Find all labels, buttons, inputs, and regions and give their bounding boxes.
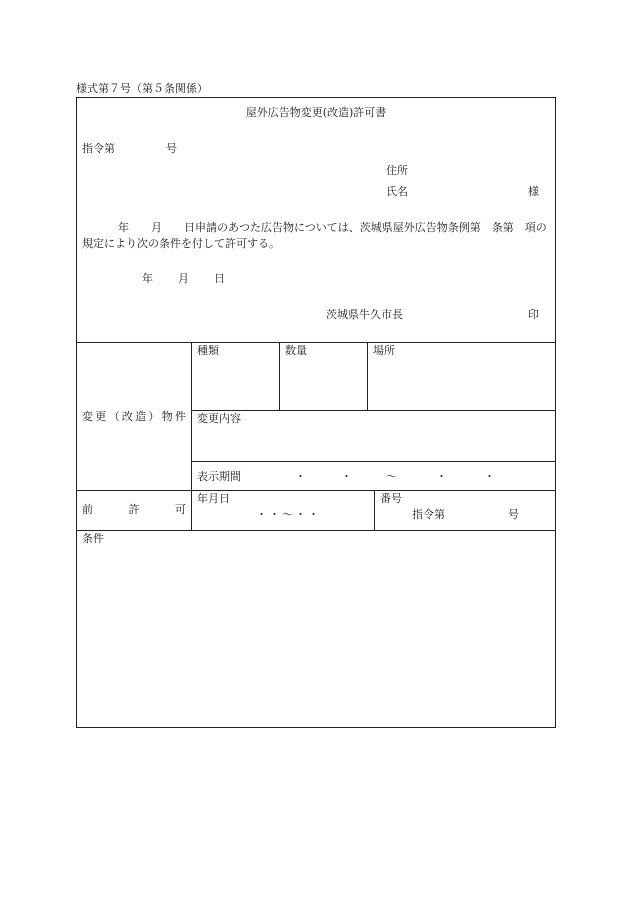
change-content-label: 変更内容: [197, 412, 241, 425]
permit-number-prefix: 指令第: [82, 142, 115, 155]
previous-permit-number-suffix: 号: [508, 508, 519, 521]
location-label: 場所: [373, 344, 395, 357]
issue-date-year: 年: [142, 272, 153, 285]
permit-body-text: 年 月 日申請のあつた広告物については、茨城県屋外広告物条例第 条第 項の規定により次の条件を付して許可する。: [82, 221, 547, 250]
property-label-char: 変: [82, 410, 93, 423]
previous-permit-number-prefix: 指令第: [412, 508, 445, 521]
previous-permit-char: 可: [175, 503, 186, 516]
property-label-char: ）: [148, 410, 160, 423]
previous-permit-label: [82, 503, 186, 517]
display-period-dot: ・: [341, 470, 352, 483]
honorific: 様: [528, 185, 539, 198]
display-period-label: 表示期間: [197, 470, 241, 483]
issue-date-day: 日: [214, 272, 225, 285]
property-label-char: 物: [161, 410, 173, 423]
type-label: 種類: [197, 344, 219, 357]
form-title: 屋外広告物変更(改造)許可書: [245, 106, 387, 119]
property-label-char: 造: [135, 410, 147, 423]
type-quantity-divider: [279, 342, 280, 410]
previous-permit-char: 許: [128, 503, 140, 516]
display-period-dot: ・: [436, 470, 447, 483]
display-period-tilde: 〜: [386, 470, 397, 483]
property-label: [82, 410, 186, 424]
row-divider-change: [191, 461, 556, 462]
date-number-divider: [374, 490, 375, 530]
property-label-char: 更: [95, 410, 107, 423]
label-column-divider: [191, 342, 192, 530]
property-label-char: （: [108, 410, 120, 423]
row-divider-type: [191, 410, 556, 411]
previous-permit-date-label: 年月日: [197, 492, 230, 505]
form-number: 様式第７号（第５条関係）: [76, 82, 208, 95]
name-label: 氏名: [386, 185, 408, 198]
previous-permit-number-label: 番号: [380, 492, 402, 505]
previous-permit-date-range: ・・〜・・: [256, 508, 321, 521]
section-divider-previous: [76, 490, 556, 491]
issuer-name: 茨城県牛久市長: [326, 308, 403, 321]
property-label-char: 件: [174, 410, 186, 423]
conditions-label: 条件: [82, 532, 104, 545]
issuer-seal: 印: [528, 308, 539, 321]
property-label-char: 改: [121, 410, 133, 423]
address-label: 住所: [386, 164, 408, 177]
issue-date-month: 月: [178, 272, 189, 285]
display-period-dot: ・: [484, 470, 495, 483]
display-period-dot: ・: [295, 470, 306, 483]
section-divider-top: [76, 342, 556, 343]
quantity-label: 数量: [285, 344, 307, 357]
quantity-location-divider: [367, 342, 368, 410]
section-divider-conditions: [76, 530, 556, 531]
previous-permit-char: 前: [82, 503, 93, 516]
permit-number-suffix: 号: [166, 142, 177, 155]
